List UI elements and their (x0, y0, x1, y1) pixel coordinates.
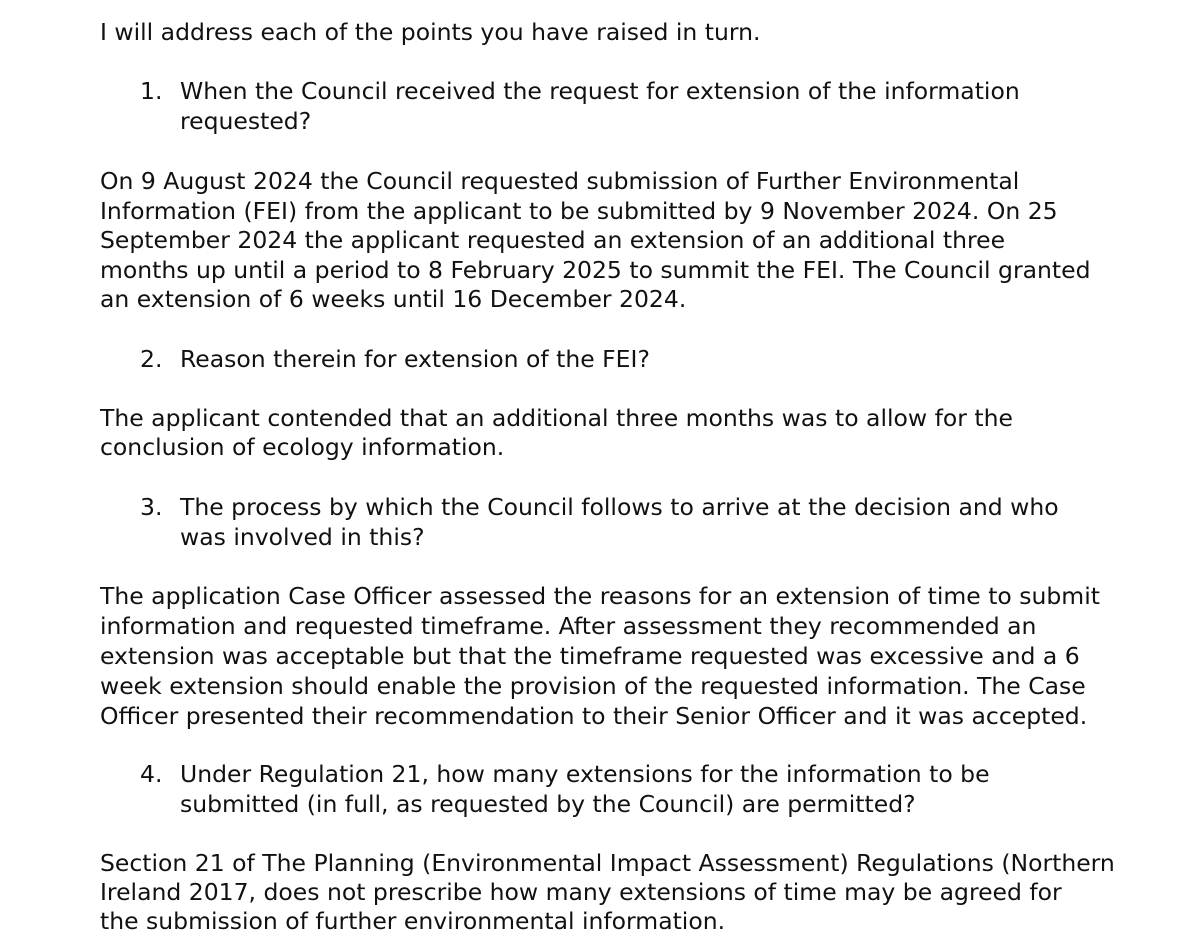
question-3-line-1: The process by which the Council follows to arrive at the decision and who (180, 493, 1059, 521)
question-2-number: 2. (140, 345, 163, 373)
question-2-line-1: Reason therein for extension of the FEI? (180, 345, 650, 373)
answer-3-line-3: extension was acceptable but that the timeframe requested was excessive and a 6 (100, 642, 1080, 670)
answer-1-line-1: On 9 August 2024 the Council requested submission of Further Environmental (100, 167, 1020, 195)
question-1-line-1: When the Council received the request for extension of the information (180, 77, 1020, 105)
question-4-line-1: Under Regulation 21, how many extensions for the information to be (180, 760, 990, 788)
answer-3-line-5: Officer presented their recommendation to their Senior Officer and it was accepted. (100, 702, 1088, 730)
answer-1-line-2: Information (FEI) from the applicant to be submitted by 9 November 2024. On 25 (100, 197, 1058, 225)
answer-4-line-3: the submission of further environmental information. (100, 907, 726, 935)
answer-3-line-4: week extension should enable the provision of the requested information. The Case (100, 672, 1086, 700)
answer-2-line-1: The applicant contended that an additional three months was to allow for the (100, 404, 1013, 432)
answer-3-line-2: information and requested timeframe. After assessment they recommended an (100, 612, 1037, 640)
question-1-number: 1. (140, 77, 163, 105)
question-3-line-2: was involved in this? (180, 523, 425, 551)
answer-4-line-2: Ireland 2017, does not prescribe how many extensions of time may be agreed for (100, 878, 1062, 906)
answer-1-line-4: months up until a period to 8 February 2025 to summit the FEI. The Council granted (100, 256, 1091, 284)
intro-paragraph: I will address each of the points you have raised in turn. (100, 18, 761, 46)
answer-3-line-1: The application Case Officer assessed the reasons for an extension of time to submit (100, 582, 1100, 610)
question-4-line-2: submitted (in full, as requested by the Council) are permitted? (180, 790, 916, 818)
question-3-number: 3. (140, 493, 163, 521)
question-4-number: 4. (140, 760, 163, 788)
answer-1-line-3: September 2024 the applicant requested an extension of an additional three (100, 226, 1006, 254)
answer-2-line-2: conclusion of ecology information. (100, 433, 505, 461)
answer-4-line-1: Section 21 of The Planning (Environmental Impact Assessment) Regulations (Northern (100, 849, 1115, 877)
answer-1-line-5: an extension of 6 weeks until 16 December 2024. (100, 285, 687, 313)
question-1-line-2: requested? (180, 107, 312, 135)
